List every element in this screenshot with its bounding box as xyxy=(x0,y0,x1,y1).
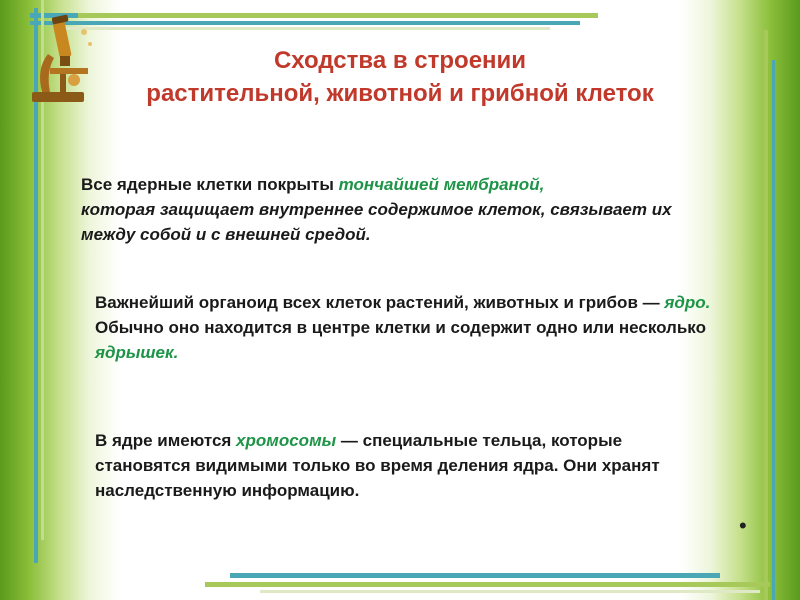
text-span: — специальные тельца, которые становятся видимыми только во время деления ядра. Они хранят наследственную информацию. xyxy=(95,431,660,500)
highlight-chromosomes: хромосомы xyxy=(236,431,337,450)
bullet-dot: • xyxy=(739,513,747,538)
decorative-stripe xyxy=(764,30,768,600)
text-span: Все ядерные клетки покрыты xyxy=(81,175,339,194)
decorative-stripe xyxy=(30,21,580,25)
text-span: Обычно оно находится в центре клетки и содержит одно или несколько xyxy=(95,318,706,337)
slide-title xyxy=(60,44,740,110)
decorative-stripe xyxy=(260,590,760,593)
highlight-nucleus: ядро. xyxy=(664,293,711,312)
chromosomes-paragraph xyxy=(95,428,715,503)
text-span: Важнейший органоид всех клеток растений, животных и грибов — xyxy=(95,293,665,312)
decorative-stripe xyxy=(205,582,770,587)
membrane-paragraph xyxy=(81,172,721,247)
title-line-2: растительной, животной и грибной клеток xyxy=(146,80,654,107)
highlight-membrane: тончайшей мембраной, xyxy=(338,175,545,194)
nucleus-paragraph xyxy=(95,290,715,365)
decorative-stripe xyxy=(772,60,775,600)
title-line-1: Сходства в строении xyxy=(273,47,527,74)
text-span: В ядре имеются xyxy=(95,431,237,450)
text-span: которая защищает внутреннее содержимое клеток, связывает их между собой и с внешней средой. xyxy=(81,200,672,244)
decorative-stripe xyxy=(60,27,550,30)
decorative-stripe xyxy=(78,13,598,18)
decorative-stripe xyxy=(230,573,720,578)
highlight-nucleoli: ядрышек. xyxy=(95,343,179,362)
